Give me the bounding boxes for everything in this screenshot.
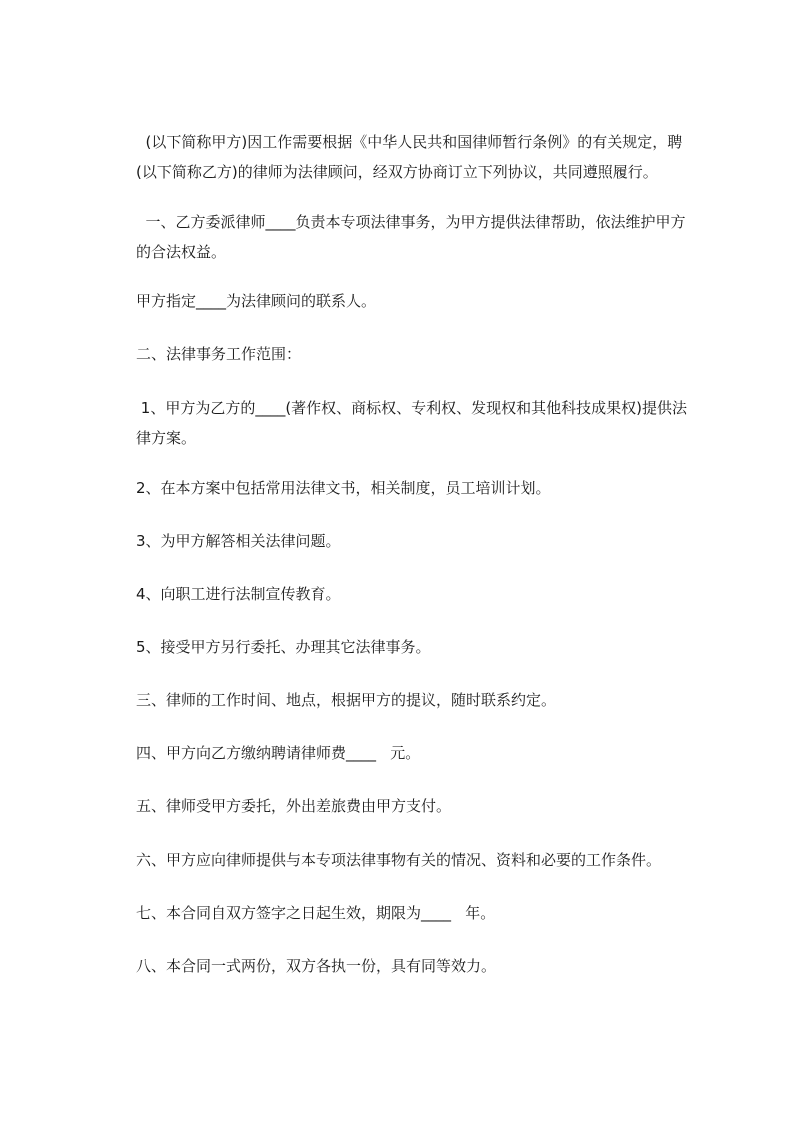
clause-4-paragraph: 四、甲方向乙方缴纳聘请律师费____ 元。	[136, 744, 421, 762]
scope-item-2: 2、在本方案中包括常用法律文书，相关制度，员工培训计划。	[136, 479, 551, 497]
clause-5-paragraph: 五、律师受甲方委托，外出差旅费由甲方支付。	[136, 797, 452, 815]
clause-6-paragraph: 六、甲方应向律师提供与本专项法律事物有关的情况、资料和必要的工作条件。	[136, 851, 662, 869]
clause-7-paragraph: 七、本合同自双方签字之日起生效，期限为____ 年。	[136, 904, 496, 922]
clause-3-paragraph: 三、律师的工作时间、地点，根据甲方的提议，随时联系约定。	[136, 691, 557, 709]
scope-item-5: 5、接受甲方另行委托、办理其它法律事务。	[136, 638, 431, 656]
intro-paragraph: (以下简称甲方)因工作需要根据《中华人民共和国律师暂行条例》的有关规定，聘(以下简称乙方)的律师为法律顾问，经双方协商订立下列协议，共同遵照履行。	[136, 133, 683, 181]
clause-2-heading: 二、法律事务工作范围：	[136, 345, 302, 363]
scope-item-3: 3、为甲方解答相关法律问题。	[136, 532, 341, 550]
clause-8-paragraph: 八、本合同一式两份，双方各执一份，具有同等效力。	[136, 957, 497, 975]
scope-item-1: 1、甲方为乙方的____(著作权、商标权、专利权、发现权和其他科技成果权)提供法律方案。	[136, 399, 688, 447]
contact-paragraph: 甲方指定____为法律顾问的联系人。	[136, 292, 377, 310]
clause-1-paragraph: 一、乙方委派律师____负责本专项法律事务，为甲方提供法律帮助，依法维护甲方的合法权益。	[136, 213, 686, 261]
scope-item-4: 4、向职工进行法制宣传教育。	[136, 585, 341, 603]
